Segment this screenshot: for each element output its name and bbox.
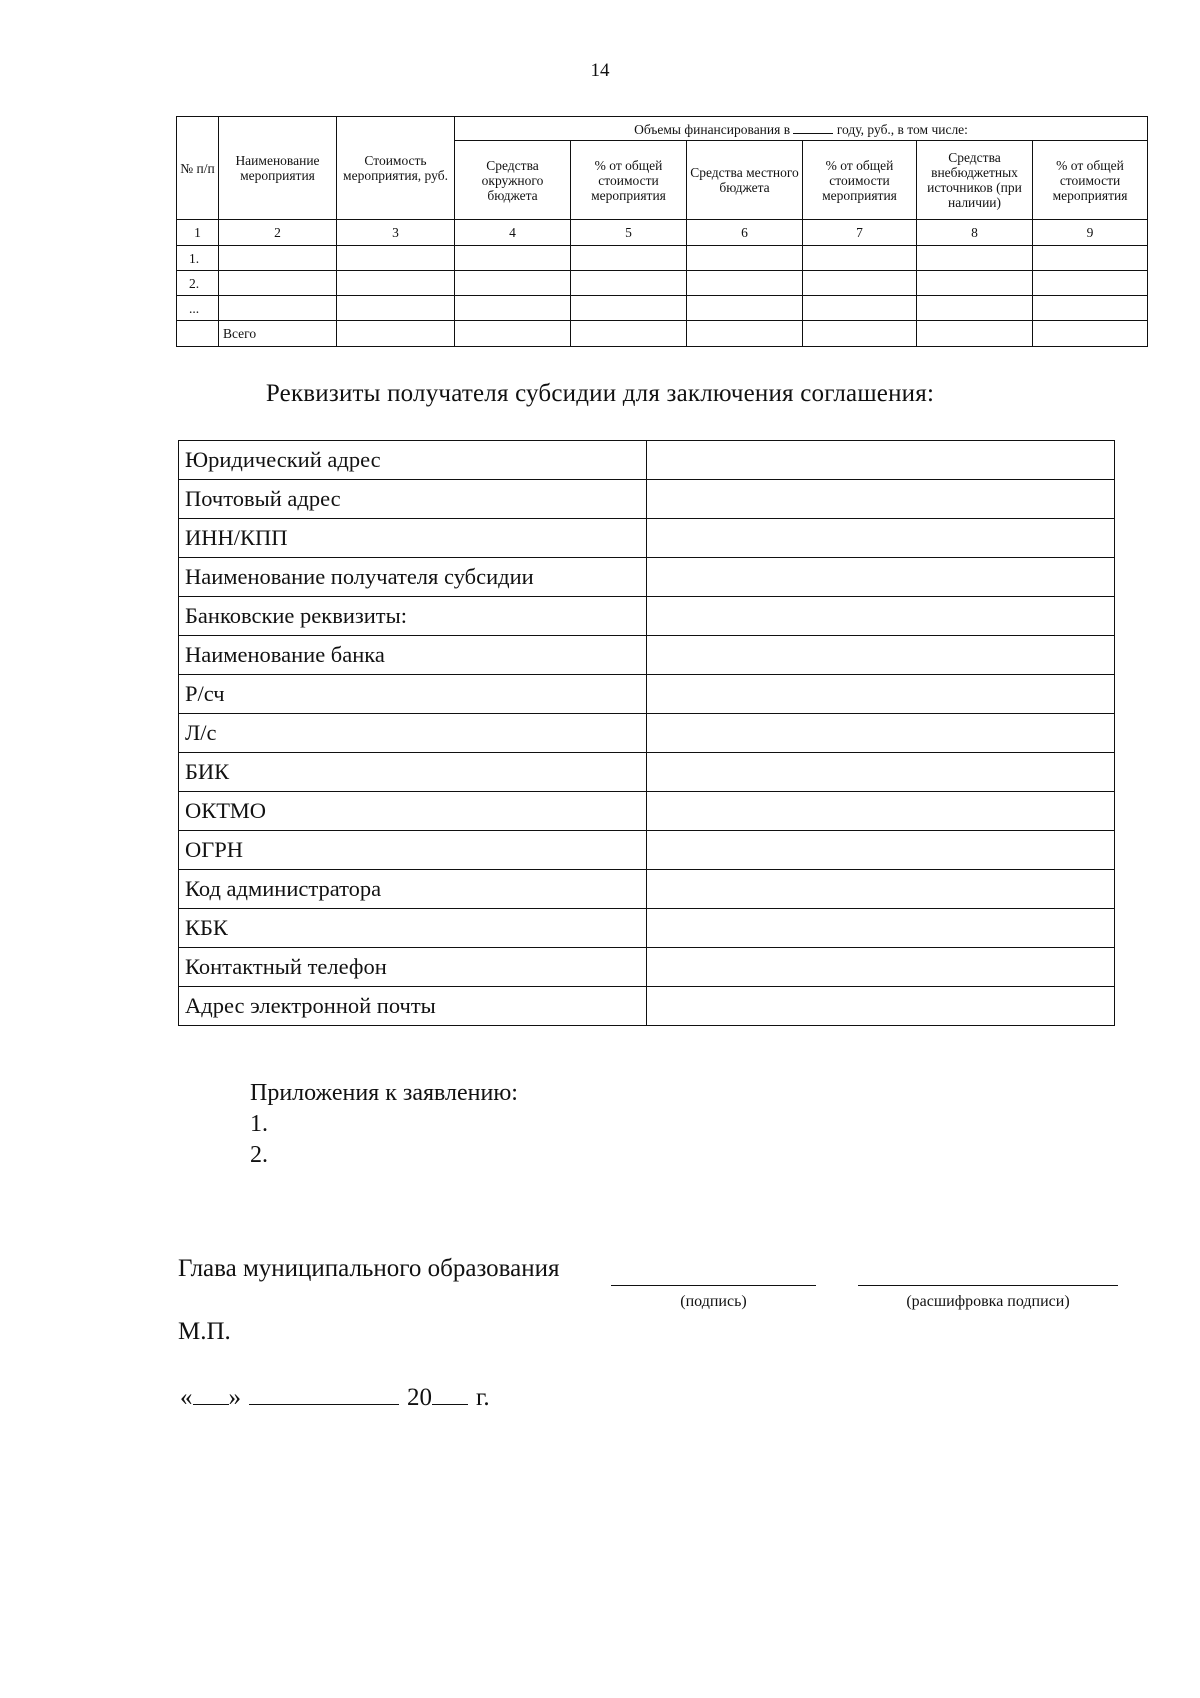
attachments-title: Приложения к заявлению: <box>250 1080 518 1106</box>
year-blank <box>793 121 833 134</box>
total-row <box>177 321 1148 347</box>
table-cell <box>219 271 337 296</box>
column-number: 4 <box>455 220 571 246</box>
column-number: 1 <box>177 220 219 246</box>
page-number: 14 <box>590 60 610 81</box>
table-cell <box>571 321 687 347</box>
signature-block <box>178 1255 1118 1315</box>
table-cell <box>571 271 687 296</box>
requisite-label: Л/с <box>179 714 647 753</box>
table-cell <box>177 321 219 347</box>
requisite-label: Юридический адрес <box>179 441 647 480</box>
stamp-label: М.П. <box>178 1318 231 1345</box>
year-suffix: г. <box>476 1384 490 1411</box>
requisite-row <box>179 870 1115 909</box>
table-cell <box>917 271 1033 296</box>
requisite-value <box>647 714 1115 753</box>
requisite-value <box>647 831 1115 870</box>
table-row <box>177 296 1148 321</box>
requisites-heading: Реквизиты получателя субсидии для заключения соглашения: <box>265 380 935 407</box>
column-number: 9 <box>1033 220 1148 246</box>
attachments-block <box>250 1078 518 1171</box>
sub-header: Средства внебюджетных источников (при наличии) <box>917 141 1033 220</box>
signature-caption: (подпись) <box>680 1293 747 1310</box>
table-cell <box>219 296 337 321</box>
table-cell <box>571 246 687 271</box>
requisite-row <box>179 597 1115 636</box>
month-blank <box>249 1382 399 1405</box>
requisite-value <box>647 792 1115 831</box>
requisite-label: ОГРН <box>179 831 647 870</box>
col-event-name-header: Наименование мероприятия <box>219 117 337 220</box>
signature-decode-line <box>858 1285 1118 1286</box>
table-cell <box>803 246 917 271</box>
requisite-value <box>647 675 1115 714</box>
column-number: 5 <box>571 220 687 246</box>
table-cell <box>571 296 687 321</box>
attachment-item: 1. <box>250 1111 268 1137</box>
row-number: 1. <box>177 246 219 271</box>
table-cell <box>1033 246 1148 271</box>
table-cell <box>1033 321 1148 347</box>
date-line <box>180 1382 490 1412</box>
table-cell <box>219 246 337 271</box>
year-prefix: 20 <box>407 1384 432 1411</box>
table-cell <box>917 246 1033 271</box>
table-cell <box>337 246 455 271</box>
table-cell <box>455 271 571 296</box>
attachment-item: 2. <box>250 1142 268 1168</box>
table-cell <box>803 271 917 296</box>
requisite-label: Код администратора <box>179 870 647 909</box>
column-number: 6 <box>687 220 803 246</box>
requisite-value <box>647 480 1115 519</box>
requisite-row <box>179 948 1115 987</box>
requisite-row <box>179 519 1115 558</box>
requisite-row <box>179 441 1115 480</box>
column-number: 7 <box>803 220 917 246</box>
column-number: 8 <box>917 220 1033 246</box>
total-label: Всего <box>219 321 337 347</box>
requisite-label: Почтовый адрес <box>179 480 647 519</box>
column-number: 3 <box>337 220 455 246</box>
requisite-value <box>647 987 1115 1026</box>
table-cell <box>917 321 1033 347</box>
requisite-value <box>647 558 1115 597</box>
requisite-label: ОКТМО <box>179 792 647 831</box>
table-cell <box>687 271 803 296</box>
table-cell <box>455 246 571 271</box>
close-quote: » <box>228 1384 241 1411</box>
col-number-header: № п/п <box>177 117 219 220</box>
day-blank <box>193 1382 229 1405</box>
requisite-row <box>179 480 1115 519</box>
requisite-row <box>179 714 1115 753</box>
table-cell <box>803 296 917 321</box>
requisite-label: БИК <box>179 753 647 792</box>
requisite-value <box>647 519 1115 558</box>
column-number: 2 <box>219 220 337 246</box>
requisite-row <box>179 636 1115 675</box>
table-cell <box>803 321 917 347</box>
financing-volume-header: Объемы финансирования в году, руб., в том числе: <box>455 117 1148 141</box>
table-cell <box>455 296 571 321</box>
requisite-label: ИНН/КПП <box>179 519 647 558</box>
table-cell <box>917 296 1033 321</box>
requisites-table <box>178 440 1115 1026</box>
requisite-value <box>647 636 1115 675</box>
table-cell <box>1033 296 1148 321</box>
table-cell <box>687 321 803 347</box>
signature-decode-caption: (расшифровка подписи) <box>906 1293 1070 1310</box>
sub-header: Средства окружного бюджета <box>455 141 571 220</box>
row-number: 2. <box>177 271 219 296</box>
requisite-label: Адрес электронной почты <box>179 987 647 1026</box>
row-number: ... <box>177 296 219 321</box>
column-number-row <box>177 220 1148 246</box>
sub-header: % от общей стоимости мероприятия <box>571 141 687 220</box>
table-cell <box>687 296 803 321</box>
requisite-value <box>647 597 1115 636</box>
requisite-label: КБК <box>179 909 647 948</box>
table-cell <box>455 321 571 347</box>
table-cell <box>337 321 455 347</box>
requisite-label: Наименование получателя субсидии <box>179 558 647 597</box>
financing-table <box>176 116 1148 347</box>
requisite-row <box>179 831 1115 870</box>
table-cell <box>337 296 455 321</box>
sub-header: Средства местного бюджета <box>687 141 803 220</box>
requisite-value <box>647 948 1115 987</box>
requisite-row <box>179 675 1115 714</box>
requisite-row <box>179 792 1115 831</box>
requisite-row <box>179 987 1115 1026</box>
table-cell <box>337 271 455 296</box>
table-row <box>177 246 1148 271</box>
requisite-value <box>647 909 1115 948</box>
requisite-label: Банковские реквизиты: <box>179 597 647 636</box>
open-quote: « <box>180 1384 193 1411</box>
requisite-label: Наименование банка <box>179 636 647 675</box>
sub-header: % от общей стоимости мероприятия <box>1033 141 1148 220</box>
table-cell <box>687 246 803 271</box>
sub-header: % от общей стоимости мероприятия <box>803 141 917 220</box>
head-title: Глава муниципального образования <box>178 1255 560 1282</box>
requisite-row <box>179 753 1115 792</box>
requisite-row <box>179 558 1115 597</box>
requisite-value <box>647 441 1115 480</box>
table-row <box>177 271 1148 296</box>
table-cell <box>1033 271 1148 296</box>
requisite-row <box>179 909 1115 948</box>
year-blank <box>432 1382 468 1405</box>
requisite-value <box>647 753 1115 792</box>
requisite-label: Р/сч <box>179 675 647 714</box>
requisite-label: Контактный телефон <box>179 948 647 987</box>
signature-line <box>611 1285 816 1286</box>
requisite-value <box>647 870 1115 909</box>
col-event-cost-header: Стоимость мероприятия, руб. <box>337 117 455 220</box>
